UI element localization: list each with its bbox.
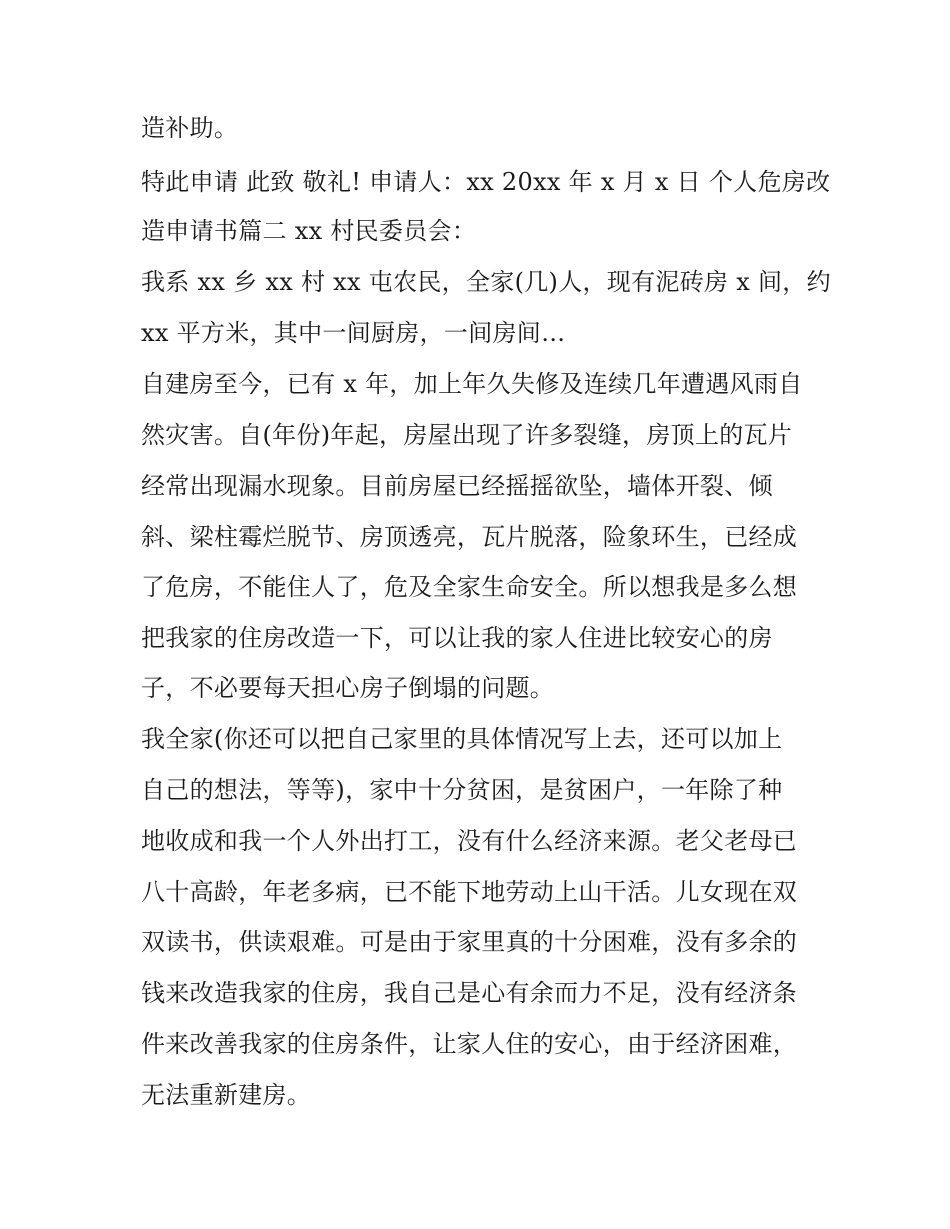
text-line: 我全家(你还可以把自己家里的具体情况写上去，还可以加上 (141, 725, 783, 753)
text-line: 然灾害。自(年份)年起，房屋出现了许多裂缝，房顶上的瓦片 (141, 421, 793, 449)
text-line: 把我家的住房改造一下，可以让我的家人住进比较安心的房 (141, 624, 773, 652)
text-line: 斜、梁柱霉烂脱节、房顶透亮，瓦片脱落，险象环生，已经成 (141, 523, 798, 551)
text-line: 了危房，不能住人了，危及全家生命安全。所以想我是多么想 (141, 573, 798, 601)
text-line: 地收成和我一个人外出打工，没有什么经济来源。老父老母已 (141, 827, 798, 855)
text-line: 我系 xx 乡 xx 村 xx 屯农民，全家(几)人，现有泥砖房 x 间，约 (141, 268, 831, 296)
text-line: 件来改善我家的住房条件，让家人住的安心，由于经济困难， (141, 1030, 798, 1058)
text-line: 子，不必要每天担心房子倒塌的问题。 (141, 674, 555, 702)
text-line: 经常出现漏水现象。目前房屋已经摇摇欲坠，墙体开裂、倾 (141, 472, 773, 500)
text-line: 自建房至今，已有 x 年，加上年久失修及连续几年遭遇风雨自 (141, 370, 803, 398)
text-line: 特此申请 此致 敬礼! 申请人：xx 20xx 年 x 月 x 日 个人危房改 (141, 168, 831, 196)
text-line: 双读书，供读艰难。可是由于家里真的十分困难，没有多余的 (141, 928, 798, 956)
text-line: xx 平方米，其中一间厨房，一间房间… (141, 319, 566, 347)
text-line: 钱来改造我家的住房，我自己是心有余而力不足，没有经济条 (141, 979, 798, 1007)
text-line: 无法重新建房。 (141, 1081, 312, 1109)
text-line: 自己的想法，等等)，家中十分贫困，是贫困户，一年除了种 (141, 776, 783, 804)
text-line: 造补助。 (141, 114, 239, 142)
text-line: 八十高龄，年老多病，已不能下地劳动上山干活。儿女现在双 (141, 878, 798, 906)
text-line: 造申请书篇二 xx 村民委员会： (141, 217, 477, 245)
